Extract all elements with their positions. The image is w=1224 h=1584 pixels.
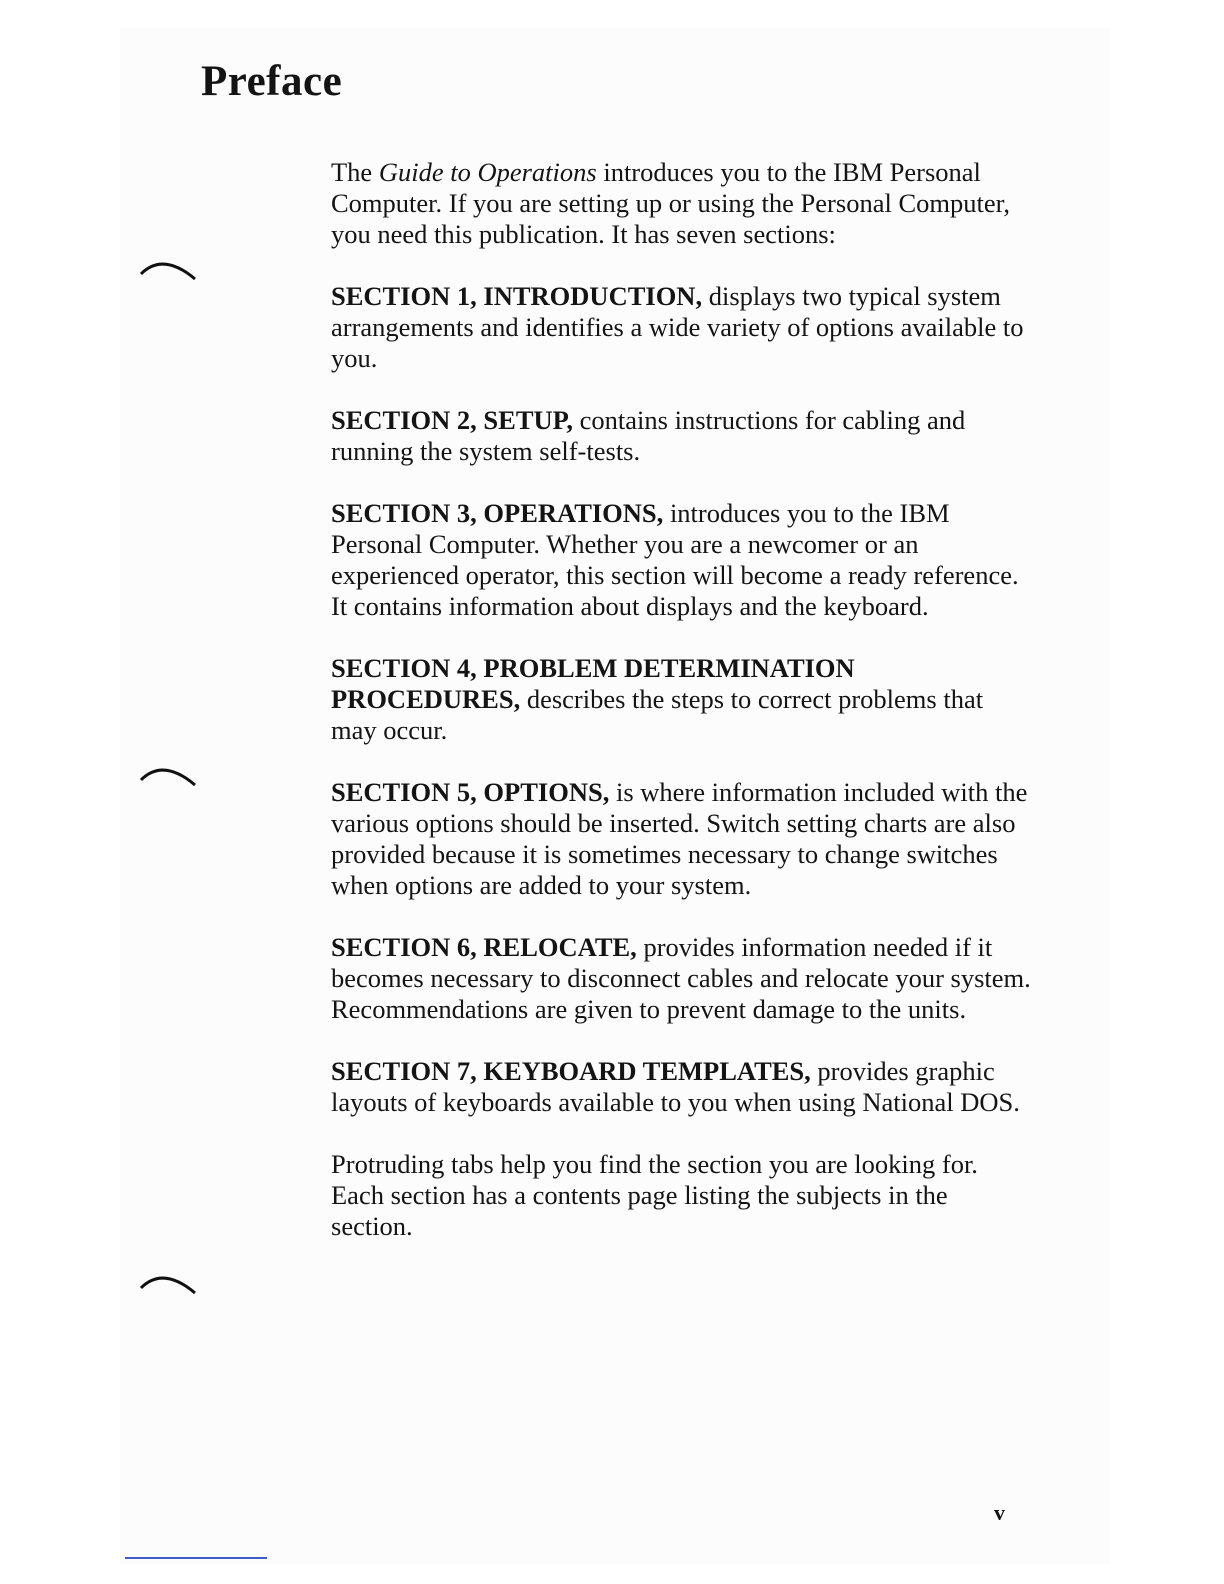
section-2-paragraph [331, 405, 1031, 467]
section-7-heading: SECTION 7, KEYBOARD TEMPLATES, [331, 1056, 811, 1086]
closing-paragraph: Protruding tabs help you find the section you are looking for. Each section has a contents page listing the subjects in the section. [331, 1149, 978, 1241]
section-2-heading: SECTION 2, SETUP, [331, 405, 574, 435]
section-5-text: is where information included with the various options should be inserted. Switch setting charts are also provided because it is sometimes necessary to change switches when options are added to your system. [331, 777, 1028, 900]
section-5-heading: SECTION 5, OPTIONS, [331, 777, 610, 807]
preface-body [331, 157, 1031, 1242]
bottom-rule [125, 1557, 267, 1559]
page-title: Preface [201, 58, 343, 105]
section-7-text: provides graphic layouts of keyboards available to you when using National DOS. [331, 1056, 1020, 1117]
section-1-paragraph [331, 281, 1031, 374]
section-4-heading: SECTION 4, PROBLEM DETERMINATION PROCEDURES, [331, 653, 855, 714]
section-3-paragraph [331, 498, 1031, 622]
section-7-paragraph [331, 1056, 1031, 1118]
section-1-text: displays two typical system arrangements and identifies a wide variety of options available to you. [331, 281, 1024, 373]
section-3-text: introduces you to the IBM Personal Computer. Whether you are a newcomer or an experienced operator, this section will become a ready reference. It contains information about displays and the keyboard. [331, 498, 1019, 621]
section-5-paragraph [331, 777, 1031, 901]
intro-paragraph [331, 157, 1031, 250]
page-number: v [994, 1500, 1005, 1525]
section-4-text: describes the steps to correct problems that may occur. [331, 684, 984, 745]
binder-hole-mark-bottom [138, 1266, 198, 1296]
binder-hole-mark-middle [138, 758, 198, 788]
section-4-paragraph [331, 653, 1031, 746]
section-2-text: contains instructions for cabling and running the system self-tests. [331, 405, 966, 466]
section-6-text: provides information needed if it becomes necessary to disconnect cables and relocate your system. Recommendations are given to prevent damage to the units. [331, 932, 1031, 1024]
intro-text-start: The [331, 157, 379, 187]
intro-text-end: introduces you to the IBM Personal Computer. If you are setting up or using the Personal Computer, you need this publication. It has seven sections: [331, 157, 1010, 249]
section-6-heading: SECTION 6, RELOCATE, [331, 932, 637, 962]
guide-title: Guide to Operations [378, 157, 597, 187]
binder-hole-mark-top [138, 252, 198, 282]
section-3-heading: SECTION 3, OPERATIONS, [331, 498, 664, 528]
section-6-paragraph [331, 932, 1031, 1025]
section-1-heading: SECTION 1, INTRODUCTION, [331, 281, 703, 311]
